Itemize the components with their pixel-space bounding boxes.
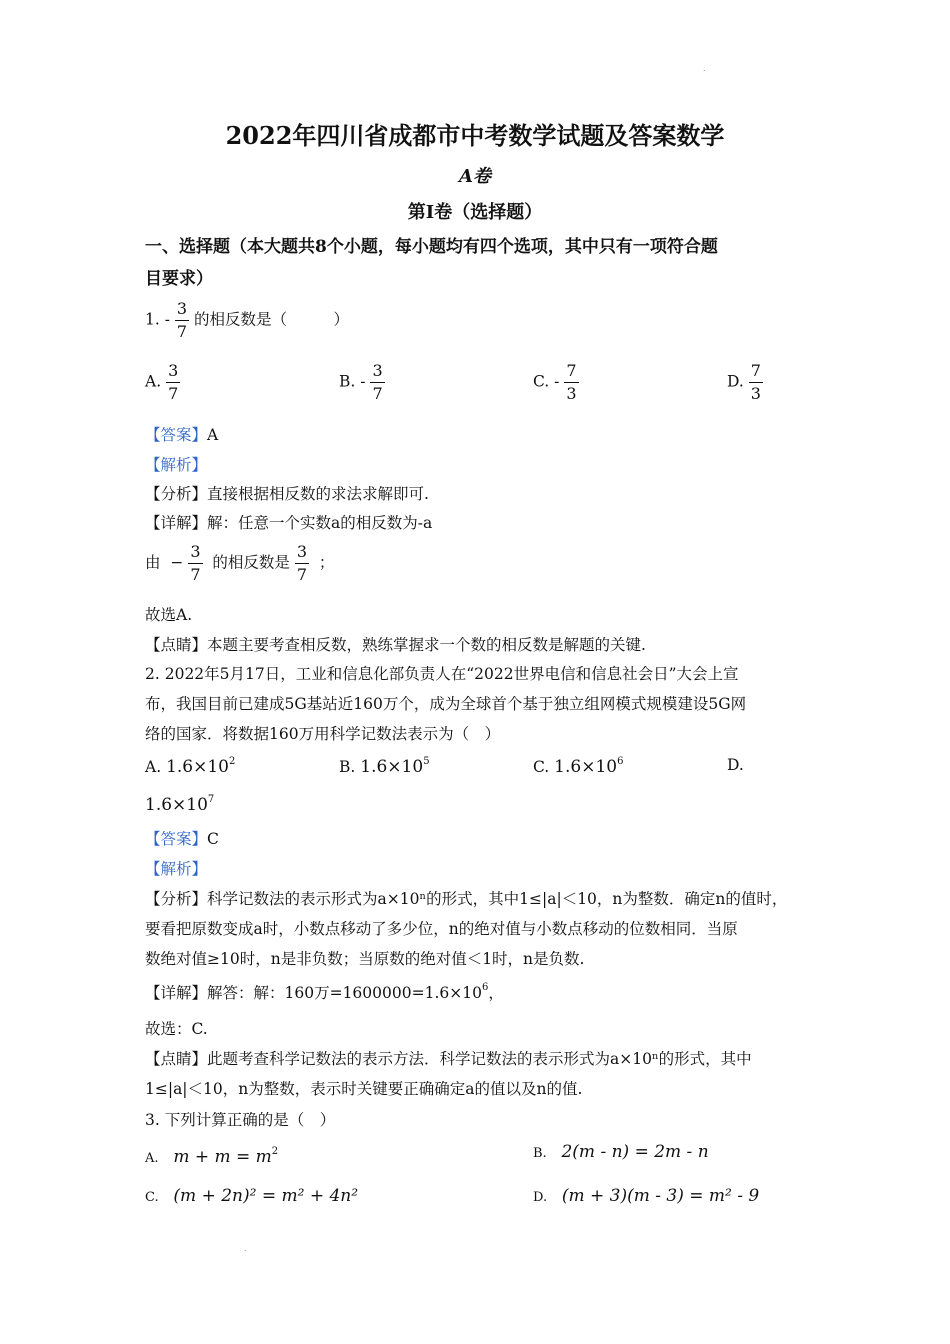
q2-option-d-value[interactable]: $1.6\times 10^7$: [145, 794, 215, 815]
section-heading-line1: 一、选择题（本大题共8个小题，每小题均有四个选项，其中只有一项符合题: [145, 237, 718, 257]
q2-dianjing-line1: 【点睛】此题考查科学记数法的表示方法．科学记数法的表示形式为a×10ⁿ的形式，其中: [145, 1050, 752, 1068]
question-3: 3. 下列计算正确的是（ ）: [145, 1111, 336, 1129]
q1-guxuan: 故选A.: [145, 606, 193, 624]
q1-analysis-tag: 【解析】: [145, 456, 208, 474]
bottom-dot: .: [244, 1244, 247, 1253]
q3-option-c[interactable]: C. (m + 2n)² = m² + 4n²: [145, 1186, 359, 1206]
q1-answer: 【答案】A: [145, 426, 219, 444]
q2-guxuan: 故选：C.: [145, 1020, 208, 1038]
q2-option-d-label[interactable]: D.: [727, 756, 744, 774]
q2-fenxi-line1: 【分析】科学记数法的表示形式为a×10ⁿ的形式，其中1≤|a|＜10，n为整数．确定n的值时，: [145, 890, 788, 908]
q1-derivation: 由 − $\frac{3}{7}$ 的相反数是 $\frac{3}{7}$ ；: [145, 542, 335, 584]
q1-xiangjie: 【详解】解：任意一个实数a的相反数为-a: [145, 514, 433, 532]
question-2-line2: 布，我国目前已建成5G基站近160万个，成为全球首个基于独立组网模式规模建设5G网: [145, 695, 747, 713]
q3-option-a[interactable]: A. $m + m = m^2$: [145, 1146, 279, 1167]
question-2-line1: 2. 2022年5月17日，工业和信息化部负责人在“2022世界电信和信息社会日”大会上宣: [145, 665, 739, 683]
q2-analysis-tag: 【解析】: [145, 860, 208, 878]
corner-dot: .: [703, 64, 706, 73]
q1-option-a[interactable]: A. $\frac{3}{7}$: [145, 361, 179, 403]
q1-fenxi: 【分析】直接根据相反数的求法求解即可.: [145, 485, 429, 503]
part-label: 第Ⅰ卷（选择题）: [407, 202, 543, 223]
q2-dianjing-line2: 1≤|a|＜10，n为整数，表示时关键要正确确定a的值以及n的值.: [145, 1080, 583, 1098]
q1-option-d[interactable]: D. $\frac{7}{3}$: [727, 361, 761, 403]
q1-option-b[interactable]: B. - $\frac{3}{7}$: [339, 361, 383, 403]
question-1: 1. - $\frac{3}{7}$ 的相反数是（ ）: [145, 299, 350, 341]
q1-option-c[interactable]: C. - $\frac{7}{3}$: [533, 361, 577, 403]
question-2-line3: 络的国家．将数据160万用科学记数法表示为（ ）: [145, 725, 501, 743]
q2-answer: 【答案】C: [145, 830, 219, 848]
q1-dianjing: 【点睛】本题主要考查相反数，熟练掌握求一个数的相反数是解题的关键.: [145, 636, 646, 654]
q2-option-b[interactable]: B. $1.6\times 10^5$: [339, 756, 430, 777]
volume-label: A卷: [459, 166, 491, 187]
q2-option-a[interactable]: A. $1.6\times 10^2$: [145, 756, 236, 777]
fraction: $\frac{3}{7}$: [176, 299, 188, 341]
q3-option-d[interactable]: D. (m + 3)(m - 3) = m² - 9: [533, 1186, 760, 1206]
q2-fenxi-line3: 数绝对值≥10时，n是非负数；当原数的绝对值＜1时，n是负数.: [145, 950, 585, 968]
q3-option-b[interactable]: B. 2(m - n) = 2m - n: [533, 1142, 709, 1162]
page-title: 2022年四川省成都市中考数学试题及答案数学: [225, 121, 725, 150]
q2-option-c[interactable]: C. $1.6\times 10^6$: [533, 756, 624, 777]
q2-fenxi-line2: 要看把原数变成a时，小数点移动了多少位，n的绝对值与小数点移动的位数相同．当原: [145, 920, 738, 938]
section-heading-line2: 目要求）: [145, 269, 213, 289]
q2-xiangjie: 【详解】解答：解：160万$=1600000=1.6\times 10^6$，: [145, 982, 504, 1002]
